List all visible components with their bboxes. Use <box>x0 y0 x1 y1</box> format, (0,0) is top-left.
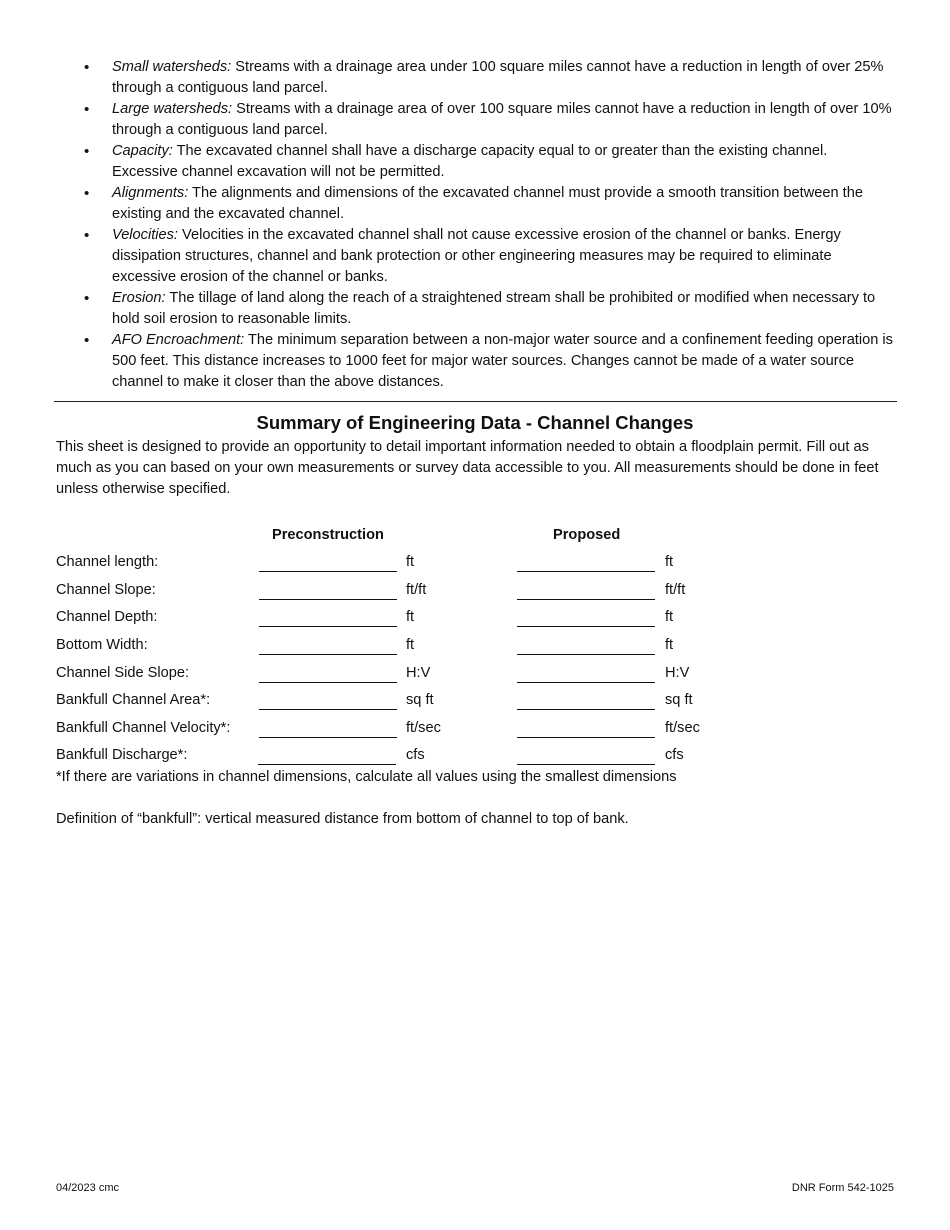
row-label: Channel Slope: <box>56 582 156 598</box>
row-unit-pre: H:V <box>406 665 431 681</box>
row-label: Bottom Width: <box>56 637 148 653</box>
footer-date: 04/2023 cmc <box>56 1182 119 1194</box>
row-label: Bankfull Channel Velocity*: <box>56 720 231 736</box>
column-header-preconstruction: Preconstruction <box>272 527 384 543</box>
bullet-term: Small watersheds: <box>112 59 232 75</box>
row-unit-prop: ft/sec <box>665 720 700 736</box>
table-row <box>56 552 896 574</box>
bankfull-velocity-proposed-input[interactable] <box>517 718 655 738</box>
row-unit-prop: sq ft <box>665 692 693 708</box>
bullet-term: Velocities: <box>112 227 178 243</box>
list-item <box>56 288 896 330</box>
row-unit-prop: cfs <box>665 747 684 763</box>
channel-length-proposed-input[interactable] <box>517 552 655 572</box>
bankfull-area-preconstruction-input[interactable] <box>259 690 397 710</box>
row-unit-prop: ft <box>665 554 674 570</box>
bankfull-discharge-preconstruction-input[interactable] <box>258 745 396 765</box>
list-item <box>56 141 896 183</box>
table-row <box>56 607 896 629</box>
bankfull-discharge-proposed-input[interactable] <box>517 745 655 765</box>
table-row <box>56 580 896 602</box>
bottom-width-proposed-input[interactable] <box>517 635 655 655</box>
table-row <box>56 635 896 657</box>
row-label: Channel Depth: <box>56 609 158 625</box>
list-item <box>56 57 896 99</box>
row-unit-pre: ft/ft <box>406 582 427 598</box>
bottom-width-preconstruction-input[interactable] <box>259 635 397 655</box>
row-unit-pre: sq ft <box>406 692 434 708</box>
side-slope-proposed-input[interactable] <box>517 663 655 683</box>
section-divider <box>54 401 897 402</box>
bullet-text: The tillage of land along the reach of a straightened stream shall be prohibited or modified when necessary to hold soil erosion to reasonable limits. <box>112 290 876 327</box>
list-item <box>56 330 896 393</box>
bullet-text: Velocities in the excavated channel shall not cause excessive erosion of the channel or banks. Energy dissipation structures, channel and bank protection or other engineering measures may be required to eliminate excessive erosion of the channel or banks. <box>112 227 841 285</box>
list-item <box>56 183 896 225</box>
channel-depth-preconstruction-input[interactable] <box>259 607 397 627</box>
row-unit-prop: ft <box>665 637 674 653</box>
section-title: Summary of Engineering Data - Channel Changes <box>256 412 694 433</box>
side-slope-preconstruction-input[interactable] <box>259 663 397 683</box>
intro-paragraph: This sheet is designed to provide an opportunity to detail important information needed to obtain a floodplain permit. Fill out as much as you can based on your own measurements or survey data accessible to you. All measurements should be done in feet unless otherwise specified. <box>56 439 879 497</box>
row-unit-pre: cfs <box>406 747 425 763</box>
bullet-term: Capacity: <box>112 143 173 159</box>
row-unit-prop: H:V <box>665 665 690 681</box>
footer-form-number: DNR Form 542-1025 <box>791 1182 894 1194</box>
bankfull-definition: Definition of “bankfull”: vertical measured distance from bottom of channel to top of bank. <box>56 811 629 827</box>
bullet-text: Streams with a drainage area under 100 square miles cannot have a reduction in length of over 25% through a contiguous land parcel. <box>112 59 884 96</box>
row-unit-pre: ft <box>406 637 415 653</box>
channel-length-preconstruction-input[interactable] <box>259 552 397 572</box>
row-label: Channel Side Slope: <box>56 665 190 681</box>
bullet-text: Streams with a drainage area of over 100 square miles cannot have a reduction in length of over 10% through a contiguous land parcel. <box>112 101 892 138</box>
row-unit-prop: ft/ft <box>665 582 686 598</box>
bullet-term: Erosion: <box>112 290 166 306</box>
table-row <box>56 745 896 767</box>
list-item <box>56 225 896 288</box>
channel-depth-proposed-input[interactable] <box>517 607 655 627</box>
bullet-term: Large watersheds: <box>112 101 233 117</box>
bullet-term: Alignments: <box>112 185 189 201</box>
row-unit-pre: ft/sec <box>406 720 441 736</box>
bankfull-velocity-preconstruction-input[interactable] <box>259 718 397 738</box>
bullet-text: The alignments and dimensions of the excavated channel must provide a smooth transition between the existing and the excavated channel. <box>112 185 863 222</box>
bullet-text: The minimum separation between a non-major water source and a confinement feeding operation is 500 feet. This distance increases to 1000 feet for major water sources. Changes cannot be made of a water source channel to make it closer than the above distances. <box>112 332 893 390</box>
channel-slope-preconstruction-input[interactable] <box>259 580 397 600</box>
bankfull-area-proposed-input[interactable] <box>517 690 655 710</box>
channel-slope-proposed-input[interactable] <box>517 580 655 600</box>
row-unit-pre: ft <box>406 554 415 570</box>
table-row <box>56 718 896 740</box>
bullet-term: AFO Encroachment: <box>112 332 245 348</box>
row-unit-prop: ft <box>665 609 674 625</box>
footnote: *If there are variations in channel dimensions, calculate all values using the smallest dimensions <box>56 769 677 785</box>
bullet-text: The excavated channel shall have a discharge capacity equal to or greater than the existing channel. Excessive channel excavation will not be permitted. <box>112 143 828 180</box>
row-label: Channel length: <box>56 554 159 570</box>
list-item <box>56 99 896 141</box>
column-header-proposed: Proposed <box>553 527 621 543</box>
table-row <box>56 663 896 685</box>
requirements-list <box>56 57 896 393</box>
row-unit-pre: ft <box>406 609 415 625</box>
row-label: Bankfull Discharge*: <box>56 747 188 763</box>
row-label: Bankfull Channel Area*: <box>56 692 211 708</box>
table-row <box>56 690 896 712</box>
